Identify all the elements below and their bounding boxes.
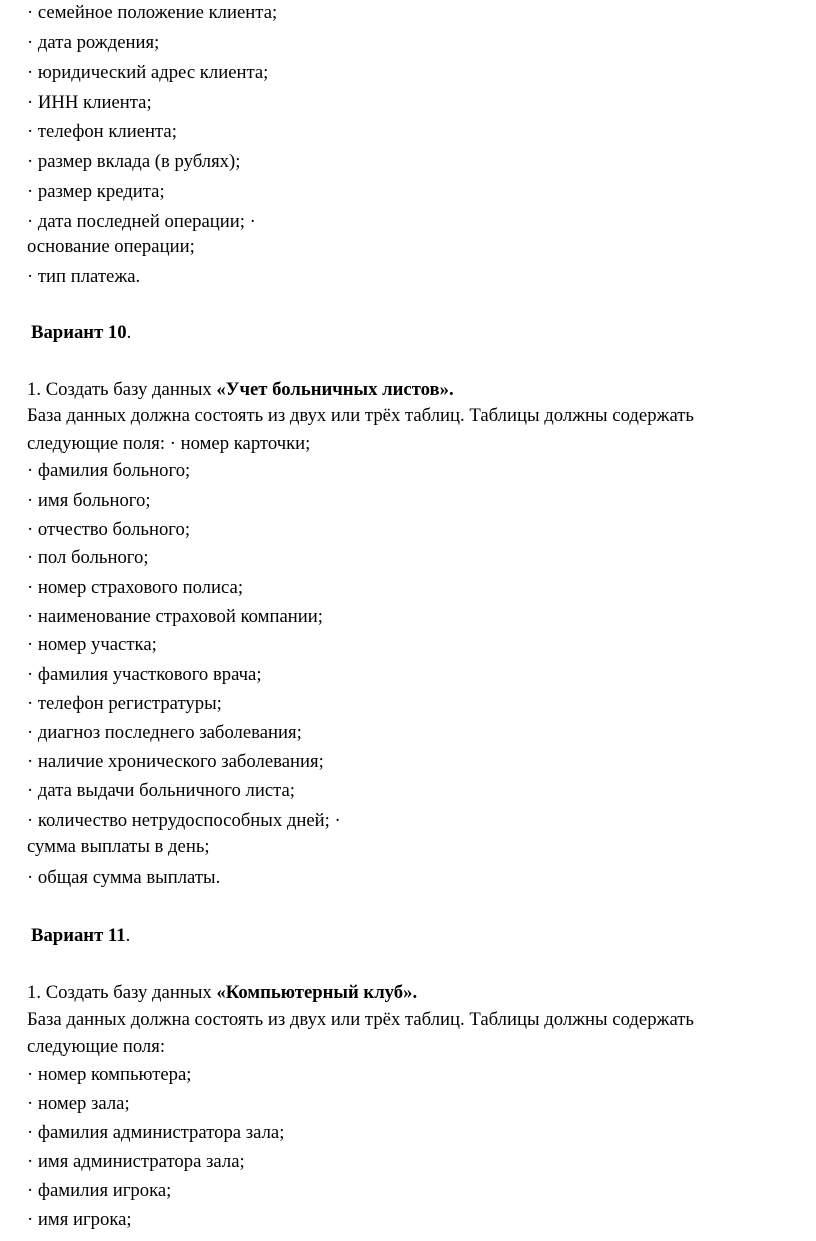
list-item: · тип платежа.	[27, 266, 141, 287]
variant-10-task-title: «Учет больничных листов».	[216, 379, 454, 400]
list-item: · дата рождения;	[27, 32, 160, 53]
variant-10-description: следующие поля: · номер карточки;	[27, 433, 311, 454]
list-item: основание операции;	[27, 236, 195, 257]
variant-11-task	[27, 982, 417, 1004]
list-item: · семейное положение клиента;	[27, 2, 278, 23]
list-item: · фамилия игрока;	[27, 1180, 172, 1201]
list-item: · имя игрока;	[27, 1209, 132, 1230]
variant-10-heading-suffix: .	[126, 322, 132, 343]
list-item: · фамилия участкового врача;	[27, 664, 262, 685]
list-item: · отчество больного;	[27, 519, 191, 540]
list-item: · дата последней операции; ·	[27, 211, 256, 232]
variant-11-task-title: «Компьютерный клуб».	[216, 982, 418, 1003]
variant-10-heading	[31, 322, 131, 344]
list-item: · общая сумма выплаты.	[27, 867, 221, 888]
variant-11-heading-suffix: .	[125, 925, 131, 946]
list-item: · телефон регистратуры;	[27, 693, 222, 714]
list-item: · номер страхового полиса;	[27, 577, 244, 598]
list-item: · размер вклада (в рублях);	[27, 151, 241, 172]
variant-10-task	[27, 379, 454, 401]
list-item: · номер компьютера;	[27, 1064, 192, 1085]
list-item: · номер участка;	[27, 634, 157, 655]
list-item: · фамилия администратора зала;	[27, 1122, 285, 1143]
list-item: · пол больного;	[27, 547, 149, 568]
list-item: · ИНН клиента;	[27, 92, 152, 113]
list-item: · имя администратора зала;	[27, 1151, 245, 1172]
variant-11-heading	[31, 925, 130, 947]
variant-11-heading-text: Вариант 11	[31, 925, 126, 946]
list-item: · телефон клиента;	[27, 121, 177, 142]
list-item: · номер зала;	[27, 1093, 130, 1114]
list-item: · дата выдачи больничного листа;	[27, 780, 295, 801]
variant-10-task-prefix: 1. Создать базу данных	[27, 379, 217, 400]
variant-11-task-prefix: 1. Создать базу данных	[27, 982, 217, 1003]
list-item: · фамилия больного;	[27, 460, 191, 481]
list-item: сумма выплаты в день;	[27, 836, 210, 857]
variant-10-description: База данных должна состоять из двух или трёх таблиц. Таблицы должны содержать	[27, 405, 694, 426]
list-item: · наличие хронического заболевания;	[27, 751, 324, 772]
variant-11-description: следующие поля:	[27, 1036, 166, 1057]
list-item: · диагноз последнего заболевания;	[27, 722, 302, 743]
list-item: · количество нетрудоспособных дней; ·	[27, 810, 341, 831]
list-item: · имя больного;	[27, 490, 151, 511]
list-item: · размер кредита;	[27, 181, 165, 202]
list-item: · юридический адрес клиента;	[27, 62, 269, 83]
list-item: · наименование страховой компании;	[27, 606, 323, 627]
variant-11-description: База данных должна состоять из двух или трёх таблиц. Таблицы должны содержать	[27, 1009, 694, 1030]
variant-10-heading-text: Вариант 10	[31, 322, 127, 343]
